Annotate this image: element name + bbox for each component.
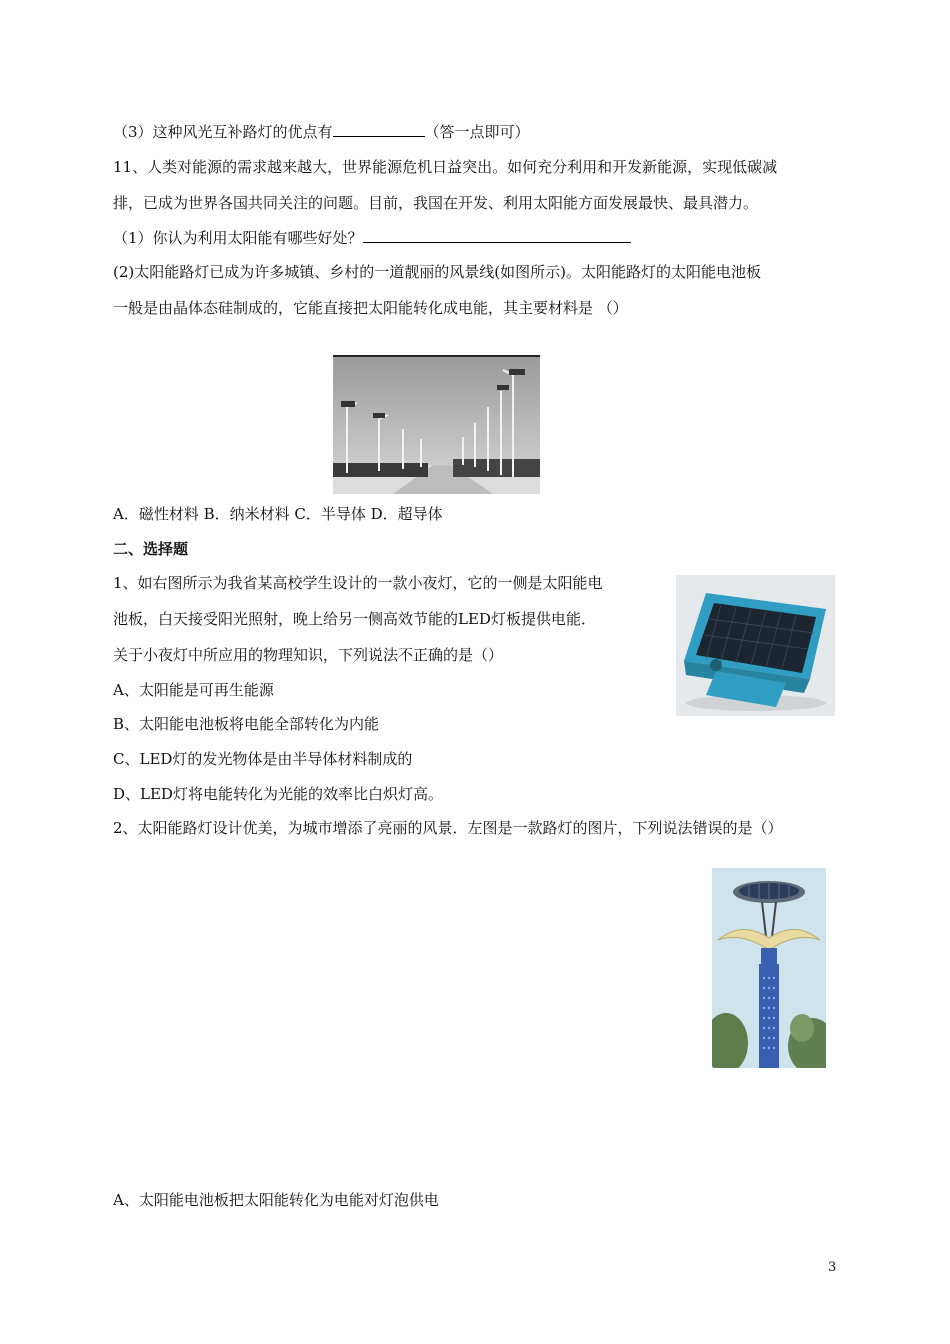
q11-line2: 排，已成为世界各国共同关注的问题。目前，我国在开发、利用太阳能方面发展最快、最具潜力。 [113,194,759,212]
section-heading: 二、选择题 [113,540,189,558]
c1-option-a: A、太阳能是可再生能源 [113,681,274,699]
q11-sub2-line2: 一般是由晶体态硅制成的，它能直接把太阳能转化成电能，其主要材料是 （） [113,299,628,317]
q11-line1: 11、人类对能源的需求越来越大，世界能源危机日益突出。如何充分利用和开发新能源，实现低碳减 [113,158,778,176]
c1-option-b: B、太阳能电池板将电能全部转化为内能 [113,715,380,733]
q11-options: A．磁性材料 B．纳米材料 C．半导体 D．超导体 [113,505,443,523]
q11-sub1-text: （1）你认为利用太阳能有哪些好处？ [113,229,363,247]
solar-lamp-post-photo [712,868,826,1068]
c1-option-d: D、LED灯将电能转化为光能的效率比白炽灯高。 [113,785,443,803]
solar-night-light-photo [676,575,835,716]
answer-blank[interactable] [363,228,631,243]
c1-line2: 池板，白天接受阳光照射，晚上给另一侧高效节能的LED灯板提供电能． [113,610,596,628]
c2-line1: 2、太阳能路灯设计优美，为城市增添了亮丽的风景．左图是一款路灯的图片，下列说法错误的是（） [113,819,783,837]
c2-option-a: A、太阳能电池板把太阳能转化为电能对灯泡供电 [113,1191,439,1209]
page-number: 3 [828,1260,837,1275]
q10-part3-text: （3）这种风光互补路灯的优点有 [113,123,333,141]
q11-sub1 [113,228,631,248]
c1-option-c: C、LED灯的发光物体是由半导体材料制成的 [113,750,413,768]
q10-part3-note: （答一点即可） [424,123,530,141]
c1-line3: 关于小夜灯中所应用的物理知识，下列说法不正确的是（） [113,646,504,664]
answer-blank[interactable] [333,122,425,137]
q10-part3 [113,122,530,142]
street-lights-photo [333,355,540,494]
q11-sub2-line1: (2)太阳能路灯已成为许多城镇、乡村的一道靓丽的风景线(如图所示)。太阳能路灯的太阳能电池板 [113,263,761,281]
c1-line1: 1、如右图所示为我省某高校学生设计的一款小夜灯，它的一侧是太阳能电 [113,574,603,592]
